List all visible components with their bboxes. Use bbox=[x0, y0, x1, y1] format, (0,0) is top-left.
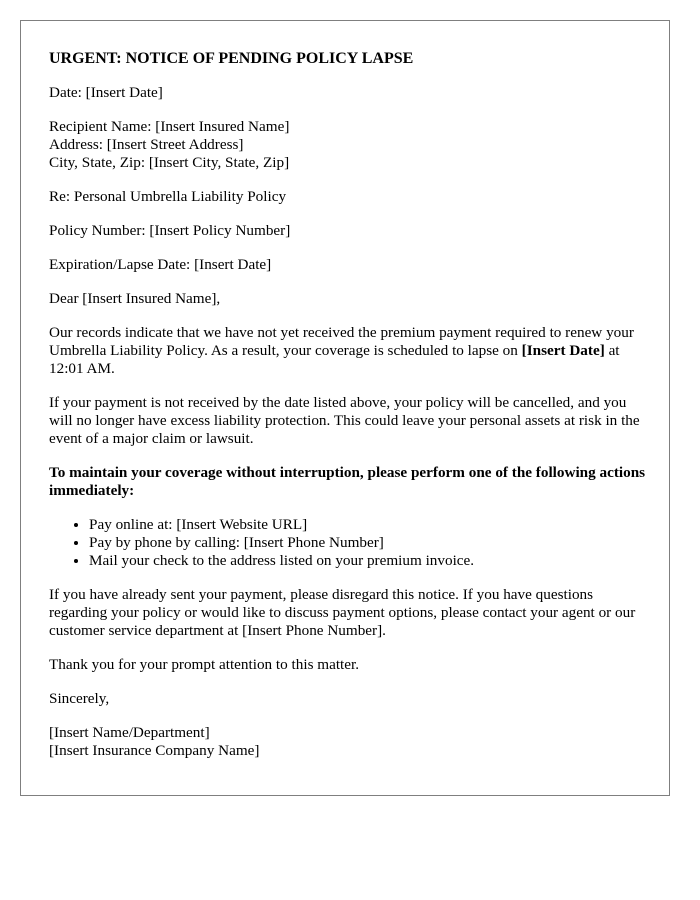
recipient-address-line: Address: [Insert Street Address] bbox=[49, 136, 244, 153]
recipient-block bbox=[49, 118, 649, 172]
thanks-line: Thank you for your prompt attention to this matter. bbox=[49, 656, 360, 673]
re-line: Re: Personal Umbrella Liability Policy bbox=[49, 188, 287, 205]
action-list-item: • Mail your check to the address listed on your premium invoice. bbox=[89, 552, 649, 570]
recipient-name-line: Recipient Name: [Insert Insured Name] bbox=[49, 118, 290, 135]
payment-notice-paragraph bbox=[49, 324, 649, 378]
signature-block bbox=[49, 724, 649, 760]
date-line: Date: [Insert Date] bbox=[49, 84, 163, 101]
action-heading: To maintain your coverage without interruption, please perform one of the following actions immediately: bbox=[49, 464, 646, 499]
letter-container bbox=[20, 20, 670, 796]
policy-number-line: Policy Number: [Insert Policy Number] bbox=[49, 222, 291, 239]
closing-line: Sincerely, bbox=[49, 690, 110, 707]
recipient-city-line: City, State, Zip: [Insert City, State, Zip] bbox=[49, 154, 290, 171]
signature-name-line: [Insert Name/Department] bbox=[49, 724, 210, 741]
disregard-paragraph: If you have already sent your payment, please disregard this notice. If you have questions regarding your policy or would like to discuss payment options, please contact your agent or our customer service department at [Insert Phone Number]. bbox=[49, 586, 636, 639]
payment-notice-time: at 12:01 AM. bbox=[49, 342, 620, 377]
action-list-item: • Pay online at: [Insert Website URL] bbox=[89, 516, 649, 534]
salutation: Dear [Insert Insured Name], bbox=[49, 290, 221, 307]
payment-notice-text: Our records indicate that we have not yet received the premium payment required to renew your Umbrella Liability Policy. As a result, your coverage is scheduled to lapse on bbox=[49, 324, 634, 359]
action-list-item: • Pay by phone by calling: [Insert Phone Number] bbox=[89, 534, 649, 552]
signature-company-line: [Insert Insurance Company Name] bbox=[49, 742, 260, 759]
consequence-paragraph: If your payment is not received by the date listed above, your policy will be cancelled, and you will no longer have excess liability protection. This could leave your personal assets at risk in the event of a major claim or lawsuit. bbox=[49, 394, 640, 447]
lapse-date-bold: [Insert Date] bbox=[521, 342, 605, 359]
letter-title: URGENT: NOTICE OF PENDING POLICY LAPSE bbox=[49, 50, 414, 67]
action-list bbox=[49, 516, 649, 570]
expiration-line: Expiration/Lapse Date: [Insert Date] bbox=[49, 256, 272, 273]
